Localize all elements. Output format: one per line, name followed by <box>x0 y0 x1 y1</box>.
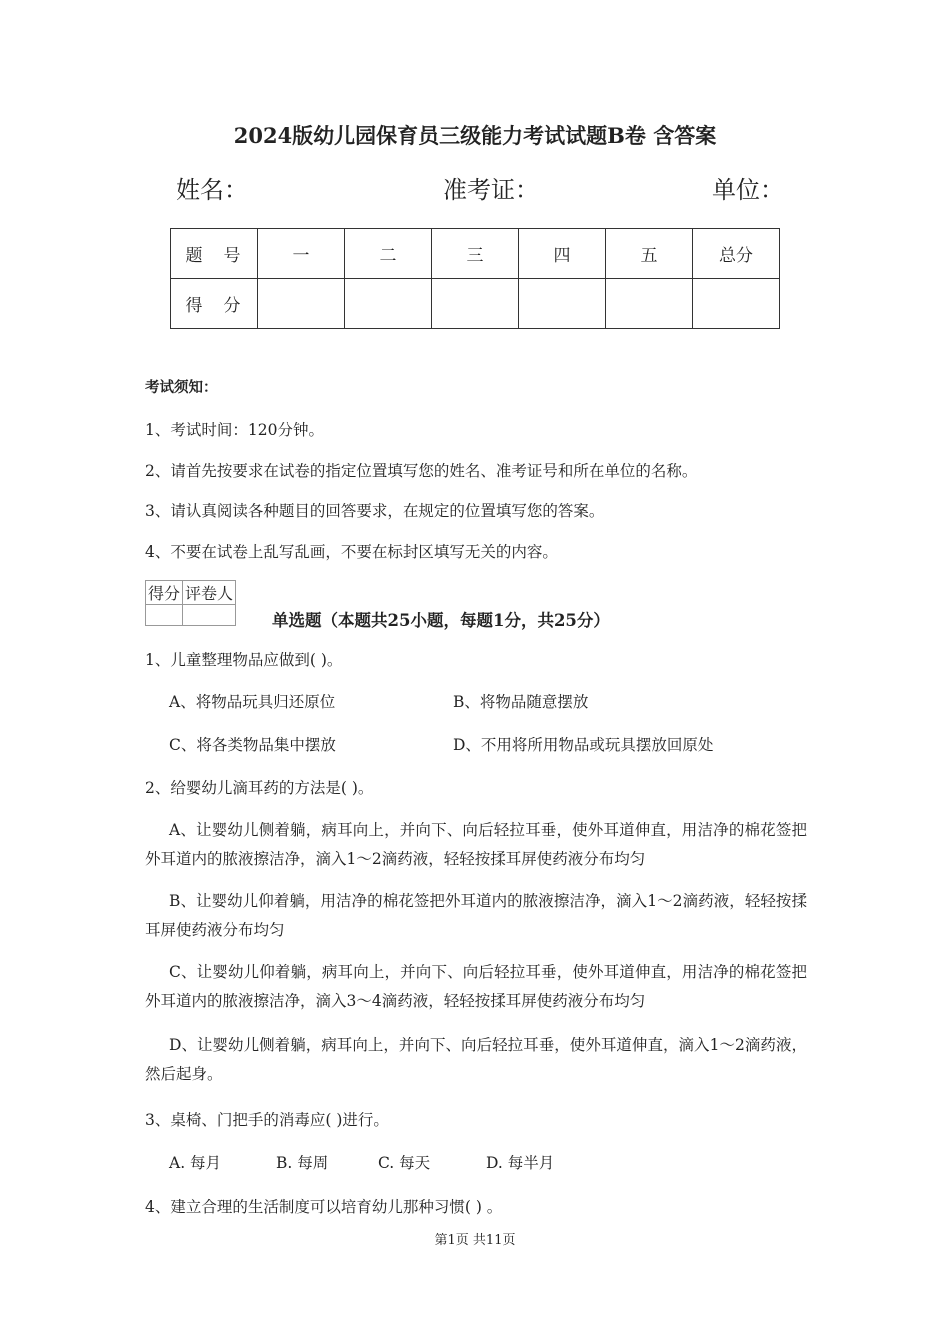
question-2-option-a: A、让婴幼儿侧着躺，病耳向上，并向下、向后轻拉耳垂，使外耳道伸直，用洁净的棉花签把外耳道内的脓液擦洁净，滴入1～2滴药液，轻轻按揉耳屏使药液分布均匀 <box>145 821 807 868</box>
grader-score-cell[interactable] <box>146 605 183 626</box>
question-1-option-a: A、将物品玩具归还原位 <box>169 693 336 711</box>
question-2-stem: 2、给婴幼儿滴耳药的方法是( )。 <box>145 779 374 797</box>
score-table-header-row <box>171 229 780 279</box>
unit-field-label: 单位： <box>712 176 784 204</box>
notice-item: 3、请认真阅读各种题目的回答要求，在规定的位置填写您的答案。 <box>145 502 605 520</box>
question-3-option-b: B. 每周 <box>276 1154 329 1172</box>
question-3-stem: 3、桌椅、门把手的消毒应( )进行。 <box>145 1111 389 1129</box>
score-row-label: 得 分 <box>171 279 258 329</box>
notice-item: 2、请首先按要求在试卷的指定位置填写您的姓名、准考证号和所在单位的名称。 <box>145 462 698 480</box>
grader-box <box>145 580 236 626</box>
grader-reviewer-cell[interactable] <box>183 605 236 626</box>
score-entry-cell[interactable] <box>519 279 606 329</box>
score-table-score-row <box>171 279 780 329</box>
section-title: 单选题（本题共25小题，每题1分，共25分） <box>272 611 610 630</box>
name-field-label: 姓名： <box>176 176 248 204</box>
page-footer: 第1页 共11页 <box>434 1233 516 1248</box>
score-table-cell: 三 <box>432 229 519 279</box>
score-entry-cell[interactable] <box>258 279 345 329</box>
question-2-option-d: D、让婴幼儿侧着躺，病耳向上，并向下、向后轻拉耳垂，使外耳道伸直，滴入1～2滴药液，然后起身。 <box>145 1036 807 1083</box>
exam-id-field-label: 准考证： <box>443 176 539 204</box>
grader-reviewer-label: 评卷人 <box>183 581 236 605</box>
score-table-cell: 一 <box>258 229 345 279</box>
score-table-cell: 五 <box>606 229 693 279</box>
question-1-option-c: C、将各类物品集中摆放 <box>169 736 336 754</box>
notice-item: 4、不要在试卷上乱写乱画，不要在标封区填写无关的内容。 <box>145 543 558 561</box>
score-entry-cell[interactable] <box>606 279 693 329</box>
score-table <box>170 228 780 329</box>
page-title: 2024版幼儿园保育员三级能力考试试题B卷 含答案 <box>233 123 717 148</box>
question-3-option-d: D. 每半月 <box>486 1154 555 1172</box>
score-table-cell: 二 <box>345 229 432 279</box>
question-1-option-d: D、不用将所用物品或玩具摆放回原处 <box>453 736 714 754</box>
score-table-cell: 四 <box>519 229 606 279</box>
question-3-option-a: A. 每月 <box>169 1154 222 1172</box>
notice-item: 1、考试时间：120分钟。 <box>145 421 324 439</box>
score-entry-cell[interactable] <box>432 279 519 329</box>
notice-heading: 考试须知： <box>145 379 218 396</box>
question-2-option-b: B、让婴幼儿仰着躺，用洁净的棉花签把外耳道内的脓液擦洁净，滴入1～2滴药液，轻轻按揉耳屏使药液分布均匀 <box>145 892 807 939</box>
question-1-stem: 1、儿童整理物品应做到( )。 <box>145 651 343 669</box>
question-4-stem: 4、建立合理的生活制度可以培育幼儿那种习惯( ) 。 <box>145 1198 503 1216</box>
score-table-cell: 总分 <box>693 229 780 279</box>
score-entry-cell[interactable] <box>693 279 780 329</box>
question-1-option-b: B、将物品随意摆放 <box>453 693 589 711</box>
question-2-option-c: C、让婴幼儿仰着躺，病耳向上，并向下、向后轻拉耳垂，使外耳道伸直，用洁净的棉花签把外耳道内的脓液擦洁净，滴入3～4滴药液，轻轻按揉耳屏使药液分布均匀 <box>145 963 807 1010</box>
question-3-option-c: C. 每天 <box>378 1154 431 1172</box>
score-entry-cell[interactable] <box>345 279 432 329</box>
score-table-cell: 题 号 <box>171 229 258 279</box>
grader-score-label: 得分 <box>146 581 183 605</box>
